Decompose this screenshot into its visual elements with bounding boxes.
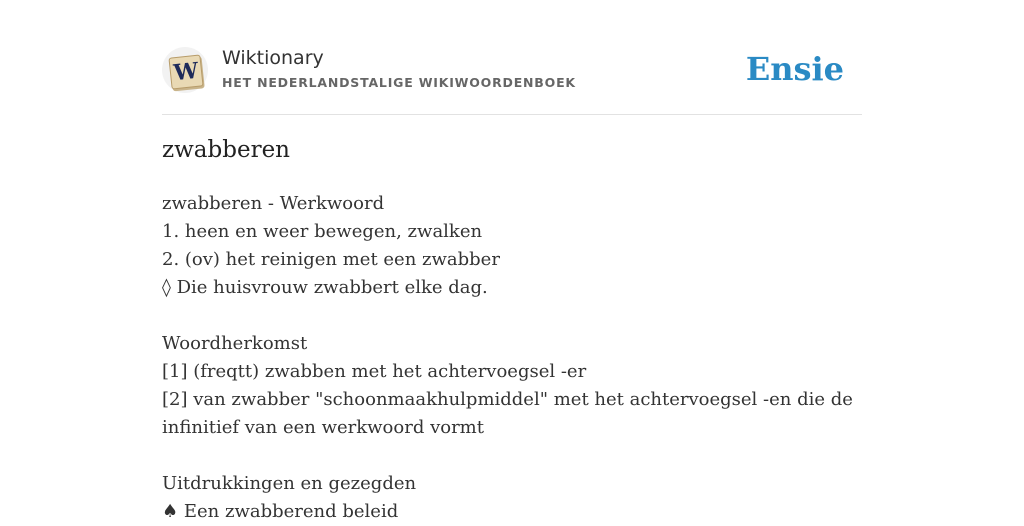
entry-line: ♠ Een zwabberend beleid bbox=[162, 501, 399, 522]
entry-section-heading: Woordherkomst bbox=[162, 333, 308, 354]
page-title: zwabberen bbox=[162, 137, 290, 163]
site-tagline: HET NEDERLANDSTALIGE WIKIWOORDENBOEK bbox=[222, 75, 576, 90]
entry-line: [2] van zwabber "schoonmaakhulpmiddel" met het achtervoegsel -en die de infinitief van een werkwoord vormt bbox=[162, 389, 853, 438]
entry-spacer bbox=[162, 302, 862, 330]
entry-line: 2. (ov) het reinigen met een zwabber bbox=[162, 249, 500, 270]
entry-line: [1] (freqtt) zwabben met het achtervoegsel -er bbox=[162, 361, 587, 382]
logo-tile bbox=[168, 54, 203, 89]
entry-section-heading: Uitdrukkingen en gezegden bbox=[162, 473, 417, 494]
ensie-brand-link[interactable]: Ensie bbox=[745, 50, 844, 88]
entry-spacer bbox=[162, 442, 862, 470]
wiktionary-logo-icon[interactable] bbox=[162, 47, 208, 93]
entry-content bbox=[162, 190, 862, 526]
entry-line: ◊ Die huisvrouw zwabbert elke dag. bbox=[162, 277, 488, 298]
logo-letter: W bbox=[172, 57, 200, 87]
entry-line: 1. heen en weer bewegen, zwalken bbox=[162, 221, 483, 242]
site-name[interactable]: Wiktionary bbox=[222, 47, 324, 69]
entry-line: zwabberen - Werkwoord bbox=[162, 193, 385, 214]
site-header bbox=[162, 44, 862, 115]
